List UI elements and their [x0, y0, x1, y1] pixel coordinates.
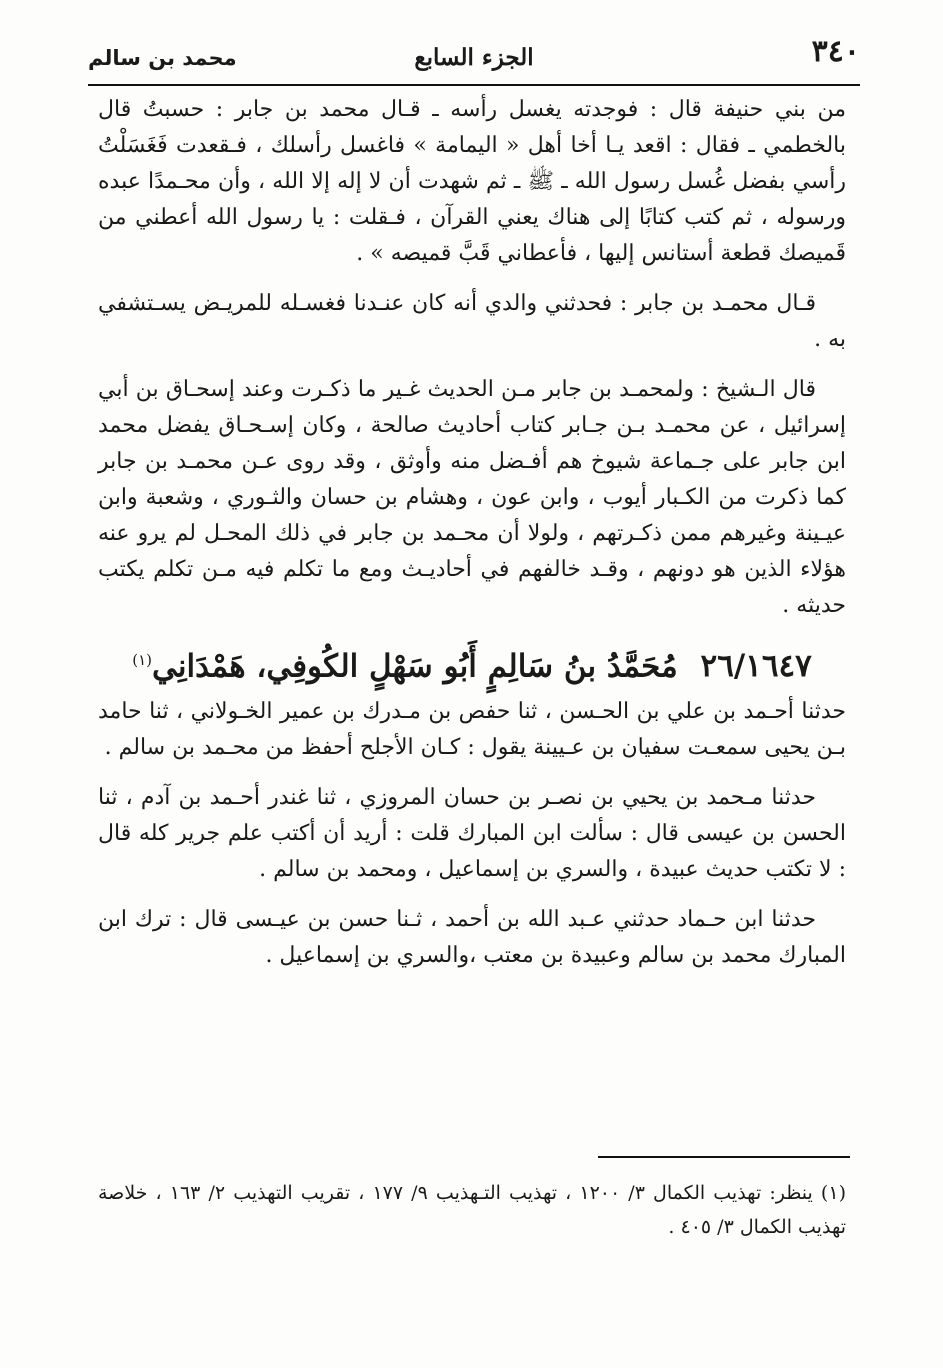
- running-title: محمد بن سالم: [88, 46, 237, 70]
- paragraph: قال الـشيخ : ولمحمـد بن جابر مـن الحديث غـير ما ذكـرت وعند إسحـاق بن أبي إسرائيل ، عن محمـد بـن جـابر كتاب أحاديث صالحة ، وكان إسـحـاق يفضل محمد ابن جابر على جـماعة شيوخ هم أفـضل منه وأوثق ، وقد روى عـن محمـد بن جابر كما ذكرت من الكـبار أيوب ، وابن عون ، وهشام بن حسان والثـوري ، وشعبة وابن عيـينة وغيرهم ممن ذكـرتهم ، ولولا أن محـمد بن جابر في ذلك المحـل لم يرو عنه هؤلاء الذين هو دونهم ، وقـد خالفهم في أحاديـث ومع ما تكلم فيه مـن تكلم يكتب حديثه .: [98, 377, 847, 618]
- paragraph: قـال محمـد بن جابر : فحدثني والدي أنه كان عنـدنا فغسـله للمريـض يسـتشفي به .: [98, 291, 846, 352]
- entry-heading: [98, 638, 846, 688]
- main-text: [98, 92, 846, 988]
- entry-name: مُحَمَّدُ بنُ سَالِمٍ أَبُو سَهْلٍ الكُوفِي، هَمْدَانِي: [151, 648, 678, 685]
- paragraph: حدثنا ابن حـماد حدثني عـبد الله بن أحمد ، ثـنا حسن بن عيـسى قال : ترك ابن المبارك محمد بن سالم وعبيدة بن معتب ،والسري بن إسماعيل .: [98, 907, 846, 969]
- page-number: ٣٤٠: [811, 34, 860, 69]
- entry-number: ٢٦/١٦٤٧: [700, 648, 812, 685]
- paragraph: من بني حنيفة قال : فوجدته يغسل رأسه ـ قـال محمد بن جابر : حسبتُ قال بالخطمي ـ فقال : اقعد يـا أخا أهل « اليمامة » فاغسل رأسلك ، فـقعدت فَغَسَلْتُ رأسي بفضل غُسل رسول الله ـ ﷺ ـ ثم شهدت أن لا إله إلا الله ، وأن محـمدًا عبده ورسوله ، ثم كتب كتابًا إلى هناك يعني القرآن ، فـقلت : يا رسول الله أعطني من قَميصك قطعة أستانس إليها ، فأعطاني قَبَّ قميصه » .: [98, 97, 846, 266]
- footnote-divider: [598, 1156, 850, 1158]
- paragraph: حدثنا أحـمد بن علي بن الحـسن ، ثنا حفص بن مـدرك بن عمير الخـولاني ، ثنا حامد بـن يحيى سمعـت سفيان بن عـيينة يقول : كـان الأجلح أحفظ من محـمد بن سالم .: [98, 699, 846, 761]
- header-divider: [88, 84, 860, 86]
- paragraph: حدثنا مـحمد بن يحيي بن نصـر بن حسان المروزي ، ثنا غندر أحـمد بن آدم ، ثنا الحسن بن عيسى قال : سألت ابن المبارك قلت : أريد أن أكتب علم جرير كله قال : لا تكتب حديث عبيدة ، والسري بن إسماعيل ، ومحمد بن سالم .: [98, 785, 846, 883]
- volume-title: الجزء السابع: [414, 44, 534, 71]
- footnote-marker: (١): [132, 651, 152, 669]
- footnote: (١) ينظر: تهذيب الكمال ٣/ ١٢٠٠ ، تهذيب التـهذيب ٩/ ١٧٧ ، تقريب التهذيب ٢/ ١٦٣ ، خلاصة تهذيب الكمال ٣/ ٤٠٥ .: [98, 1182, 846, 1238]
- page-header: [88, 32, 860, 82]
